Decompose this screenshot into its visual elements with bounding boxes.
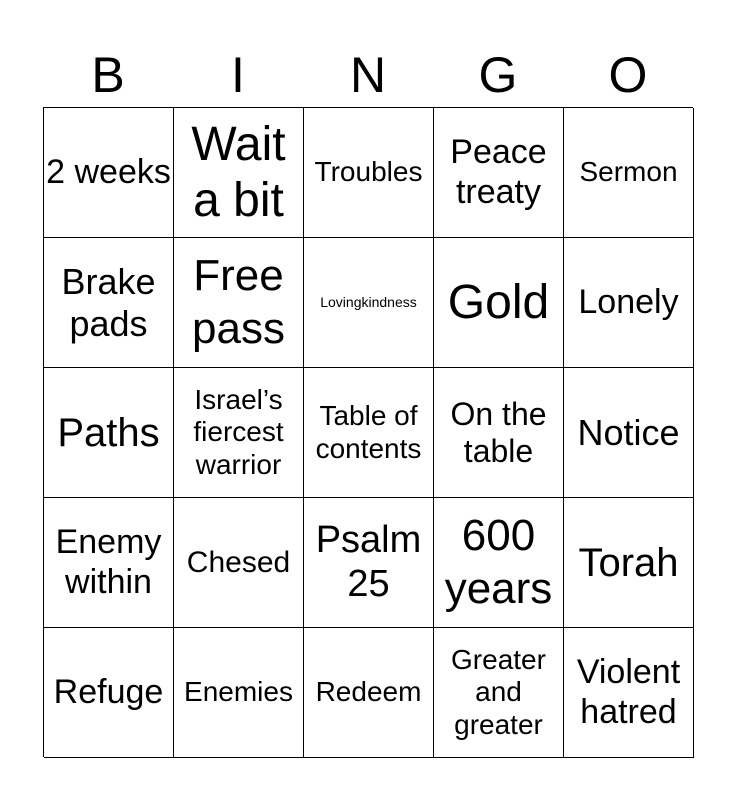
cell-text: 2 weeks	[46, 152, 171, 191]
cell-text: 600 years	[444, 510, 553, 613]
cell-text: Notice	[577, 411, 680, 453]
bingo-card	[43, 107, 693, 757]
cell-text: Table of contents	[315, 400, 422, 464]
bingo-cell[interactable]	[174, 108, 304, 238]
header-letter-g: G	[478, 47, 518, 103]
bingo-cell[interactable]	[304, 628, 434, 758]
cell-text: Greater and greater	[451, 644, 546, 740]
cell-text: Torah	[578, 540, 679, 585]
bingo-cell[interactable]	[564, 238, 694, 368]
header-letter-n: N	[349, 47, 387, 103]
bingo-cell[interactable]	[44, 368, 174, 498]
bingo-header	[43, 44, 693, 106]
cell-text: Paths	[57, 410, 160, 455]
bingo-cell[interactable]	[434, 498, 564, 628]
cell-text: Enemies	[184, 676, 293, 708]
bingo-cell[interactable]	[304, 498, 434, 628]
cell-text: Enemy within	[55, 523, 162, 601]
cell-text: Brake pads	[61, 261, 156, 344]
bingo-cell[interactable]	[304, 238, 434, 368]
cell-text: Refuge	[53, 672, 164, 711]
bingo-cell[interactable]	[304, 368, 434, 498]
cell-text: Free pass	[192, 250, 285, 353]
bingo-cell[interactable]	[434, 628, 564, 758]
cell-text: Psalm 25	[315, 518, 422, 605]
bingo-cell[interactable]	[564, 368, 694, 498]
bingo-cell[interactable]	[44, 108, 174, 238]
cell-text: Peace treaty	[450, 133, 547, 211]
bingo-cell[interactable]	[304, 108, 434, 238]
cell-text: Redeem	[315, 676, 422, 708]
header-letter-b: B	[91, 47, 125, 103]
header-letter-o: O	[608, 47, 648, 103]
cell-text: Chesed	[186, 545, 291, 579]
bingo-cell[interactable]	[434, 368, 564, 498]
bingo-cell[interactable]	[174, 238, 304, 368]
cell-text: Lonely	[578, 282, 679, 321]
bingo-cell[interactable]	[434, 108, 564, 238]
header-letter-i: I	[231, 47, 245, 103]
cell-text: Sermon	[579, 156, 678, 188]
bingo-cell[interactable]	[44, 238, 174, 368]
bingo-cell[interactable]	[434, 238, 564, 368]
bingo-cell[interactable]	[44, 628, 174, 758]
bingo-cell[interactable]	[564, 108, 694, 238]
cell-text: On the table	[450, 395, 547, 469]
bingo-cell[interactable]	[174, 628, 304, 758]
cell-text: Wait a bit	[191, 118, 286, 227]
cell-text: Israel’s fiercest warrior	[193, 384, 284, 480]
cell-text: Troubles	[314, 156, 423, 188]
bingo-cell[interactable]	[174, 498, 304, 628]
bingo-cell[interactable]	[564, 628, 694, 758]
cell-text: Violent hatred	[576, 653, 681, 731]
bingo-cell[interactable]	[174, 368, 304, 498]
bingo-cell[interactable]	[564, 498, 694, 628]
cell-text: Lovingkindness	[320, 294, 417, 311]
bingo-cell[interactable]	[44, 498, 174, 628]
cell-text: Gold	[447, 275, 550, 329]
